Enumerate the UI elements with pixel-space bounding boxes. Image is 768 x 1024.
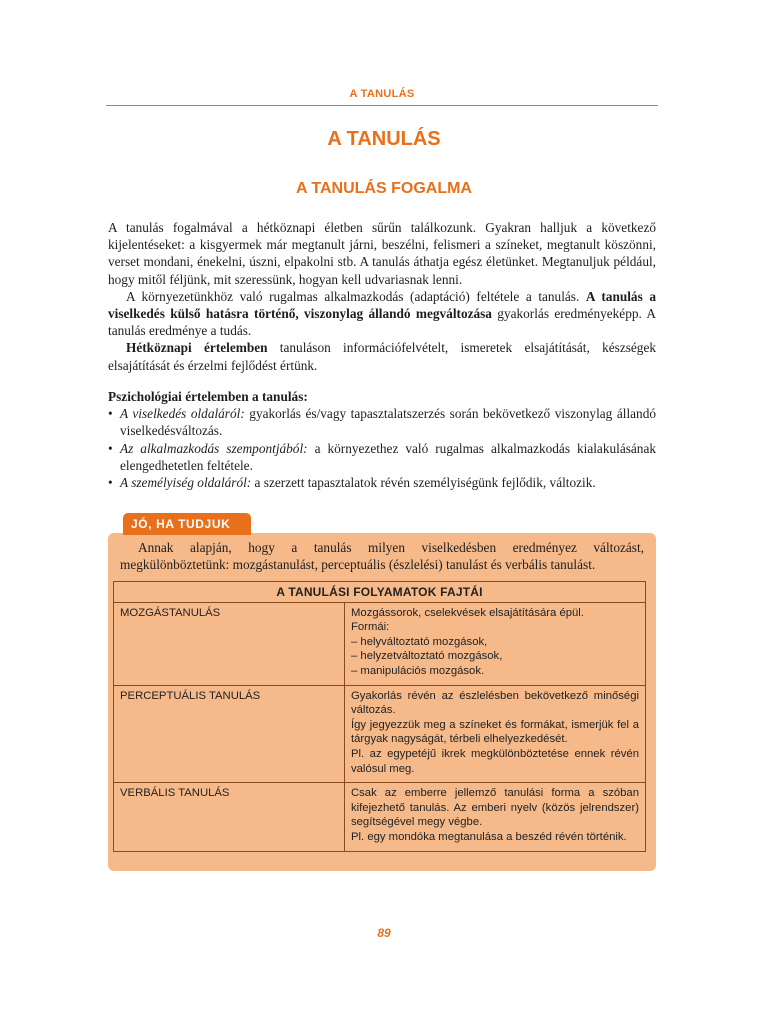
- table-cell-category: VERBÁLIS TANULÁS: [114, 783, 345, 851]
- bullet-icon: •: [108, 440, 113, 456]
- list-item: [108, 474, 656, 491]
- table-header: A TANULÁSI FOLYAMATOK FAJTÁI: [114, 582, 646, 603]
- list-item: [108, 440, 656, 474]
- everyday-meaning-bold: Hétköznapi értelemben: [126, 340, 268, 356]
- section-title: A TANULÁS FOGALMA: [296, 180, 472, 197]
- table-cell-description: [345, 602, 646, 685]
- bullet-icon: •: [108, 475, 113, 491]
- header-divider: [106, 105, 658, 106]
- psych-list: [108, 405, 656, 491]
- table-row: [114, 602, 646, 685]
- body-text: [108, 219, 656, 374]
- description-line: Csak az emberre jellemző tanulási forma a szóban kifejezhető tanulás. Az emberi nyelv (közös jelrendszer) segítségével megy végbe.: [351, 787, 639, 829]
- page-title: A TANULÁS: [327, 128, 441, 150]
- table-cell-description: [345, 685, 646, 783]
- list-item-label: A viselkedés oldaláról:: [120, 406, 245, 422]
- list-item-label: Az alkalmazkodás szempontjából:: [120, 440, 308, 456]
- description-line: Így jegyezzük meg a színeket és formákat, ismerjük fel a tárgyak nagyságát, térbeli elhelyezkedését.: [351, 718, 639, 746]
- list-item-text: a környezethez való rugalmas alkalmazkodás kialakulásának elengedhetetlen feltétele.: [120, 440, 656, 473]
- definition-bold: A tanulás a viselkedés külső hatásra történő, viszonylag állandó megváltozása: [108, 288, 656, 322]
- description-line: – helyzetváltoztató mozgások,: [351, 650, 503, 663]
- list-item-text: gyakorlás és/vagy tapasztalatszerzés során bekövetkező viszonylag állandó viselkedésváltozás.: [120, 406, 656, 439]
- running-head: A TANULÁS: [349, 88, 415, 100]
- info-box-tab: JÓ, HA TUDJUK: [123, 513, 251, 535]
- learning-types-table: [113, 581, 646, 852]
- description-line: Pl. az egypetéjű ikrek megkülönböztetése ennek révén valósul meg.: [351, 747, 639, 775]
- description-line: Pl. egy mondóka megtanulása a beszéd révén történik.: [351, 830, 627, 843]
- paragraph-3: [108, 339, 656, 373]
- bullet-icon: •: [108, 406, 113, 422]
- info-box-intro-text: Annak alapján, hogy a tanulás milyen viselkedésben eredményez változást, megkülönböztetünk: mozgástanulást, perceptuális (észlelési) tanulást és verbális tanulást.: [120, 540, 644, 573]
- description-line: Formái:: [351, 621, 390, 634]
- psychological-definition: [108, 388, 656, 491]
- paragraph-1: A tanulás fogalmával a hétköznapi életben sűrűn találkozunk. Gyakran halljuk a következő kijelentéseket: a kisgyermek már megtanult járni, beszélni, felismeri a színeket, megtanult köszönni, verset mondani, énekelni, úszni, elpakolni stb. A tanulás áthatja egész életünket. Megtanuljuk például, hogy mitől féljünk, mit szeressünk, hogyan kell udvariasnak lenni.: [108, 220, 656, 287]
- list-item: [108, 405, 656, 439]
- paragraph-2-end: gyakorlás eredményeképp. A tanulás eredménye a tudás.: [108, 306, 657, 339]
- paragraph-2-start: A környezetünkhöz való rugalmas alkalmazkodás (adaptáció) feltétele a tanulás.: [126, 288, 586, 304]
- description-line: Mozgássorok, cselekvések elsajátítására épül.: [351, 606, 584, 619]
- table-row: [114, 783, 646, 851]
- paragraph-3-end: tanuláson információfelvételt, ismeretek elsajátítását, készségek elsajátítását és érzelmi fejlődést értünk.: [108, 340, 656, 373]
- description-line: Gyakorlás révén az észlelésben bekövetkező minőségi változás.: [351, 689, 639, 717]
- paragraph-2: [108, 288, 656, 340]
- psych-heading: Pszichológiai értelemben a tanulás:: [108, 389, 308, 404]
- table-cell-description: [345, 783, 646, 851]
- description-line: – manipulációs mozgások.: [351, 664, 485, 677]
- list-item-label: A személyiség oldaláról:: [120, 475, 252, 491]
- table-cell-category: MOZGÁSTANULÁS: [114, 602, 345, 685]
- description-line: – helyváltoztató mozgások,: [351, 635, 488, 648]
- table-row: [114, 685, 646, 783]
- table-header-row: [114, 582, 646, 603]
- table-cell-category: PERCEPTUÁLIS TANULÁS: [114, 685, 345, 783]
- info-box-intro: [120, 539, 644, 573]
- page-number: 89: [377, 926, 391, 940]
- list-item-text: a szerzett tapasztalatok révén személyiségünk fejlődik, változik.: [251, 475, 596, 491]
